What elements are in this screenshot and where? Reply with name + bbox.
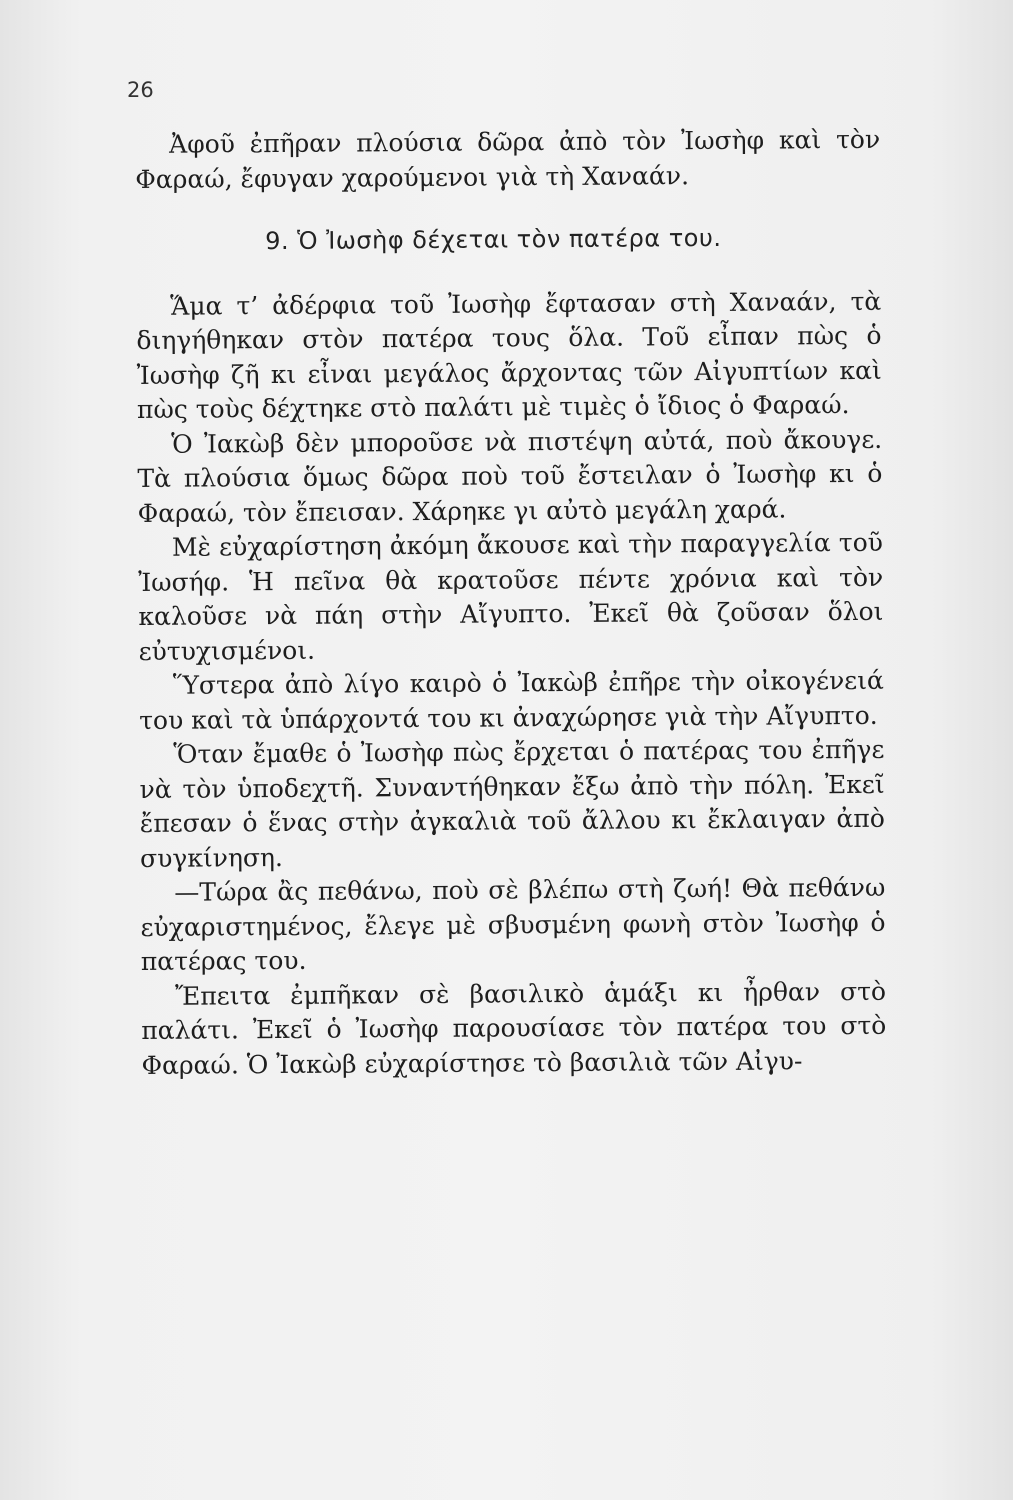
paragraph: Ἅμα τ’ ἀδέρφια τοῦ Ἰωσὴφ ἔφτασαν στὴ Χαναάν, τὰ διηγήθηκαν στὸν πατέρα τους ὅλα. Τοῦ εἶπαν πὼς ὁ Ἰωσὴφ ζῆ κι εἶναι μεγάλος ἄρχοντας τῶν Αἰγυπτίων καὶ πὼς τοὺς δέχτηκε στὸ παλάτι μὲ τιμὲς ὁ ἴδιος ὁ Φαραώ.	[136, 286, 882, 424]
section-heading: 9. Ὁ Ἰωσὴφ δέχεται τὸν πατέρα του.	[265, 223, 722, 256]
paragraph: Ὅταν ἔμαθε ὁ Ἰωσὴφ πὼς ἔρχεται ὁ πατέρας του ἐπῆγε νὰ τὸν ὑποδεχτῆ. Συναντήθηκαν ἔξω ἀπὸ τὴν πόλη. Ἐκεῖ ἔπεσαν ὁ ἕνας στὴν ἀγκαλιὰ τοῦ ἄλλου κι ἔκλαιγαν ἀπὸ συγκίνηση.	[139, 734, 885, 873]
page-body	[135, 123, 887, 1083]
paragraph: Ὁ Ἰακὼβ δὲν μποροῦσε νὰ πιστέψη αὐτά, ποὺ ἄκουγε. Τὰ πλούσια ὅμως δῶρα ποὺ τοῦ ἔστειλαν ὁ Ἰωσὴφ κι ὁ Φαραώ, τὸν ἔπεισαν. Χάρηκε γι αὐτὸ μεγάλη χαρά.	[137, 424, 883, 528]
page-number: 26	[127, 78, 154, 102]
paragraph: Ἔπειτα ἐμπῆκαν σὲ βασιλικὸ ἁμάξι κι ἦρθαν στὸ παλάτι. Ἐκεῖ ὁ Ἰωσὴφ παρουσίασε τὸν πατέρα του στὸ Φαραώ. Ὁ Ἰακὼβ εὐχαρίστησε τὸ βασιλιὰ τῶν Αἰγυ-	[141, 976, 887, 1080]
paragraph: Μὲ εὐχαρίστηση ἀκόμη ἄκουσε καὶ τὴν παραγγελία τοῦ Ἰωσήφ. Ἡ πεῖνα θὰ κρατοῦσε πέντε χρόνια καὶ τὸν καλοῦσε νὰ πάη στὴν Αἴγυπτο. Ἐκεῖ θὰ ζοῦσαν ὅλοι εὐτυχισμένοι.	[138, 527, 884, 666]
paragraph: —Τώρα ἂς πεθάνω, ποὺ σὲ βλέπω στὴ ζωή! Θὰ πεθάνω εὐχαριστημένος, ἔλεγε μὲ σβυσμένη φωνὴ στὸν Ἰωσὴφ ὁ πατέρας του.	[140, 872, 886, 976]
paragraph: Ὕστερα ἀπὸ λίγο καιρὸ ὁ Ἰακὼβ ἐπῆρε τὴν οἰκογένειά του καὶ τὰ ὑπάρχοντά του κι ἀναχώρησε γιὰ τὴν Αἴγυπτο.	[139, 665, 884, 735]
paragraph: Ἀφοῦ ἐπῆραν πλούσια δῶρα ἀπὸ τὸν Ἰωσὴφ καὶ τὸν Φαραώ, ἔφυγαν χαρούμενοι γιὰ τὴ Χαναάν.	[135, 124, 881, 194]
